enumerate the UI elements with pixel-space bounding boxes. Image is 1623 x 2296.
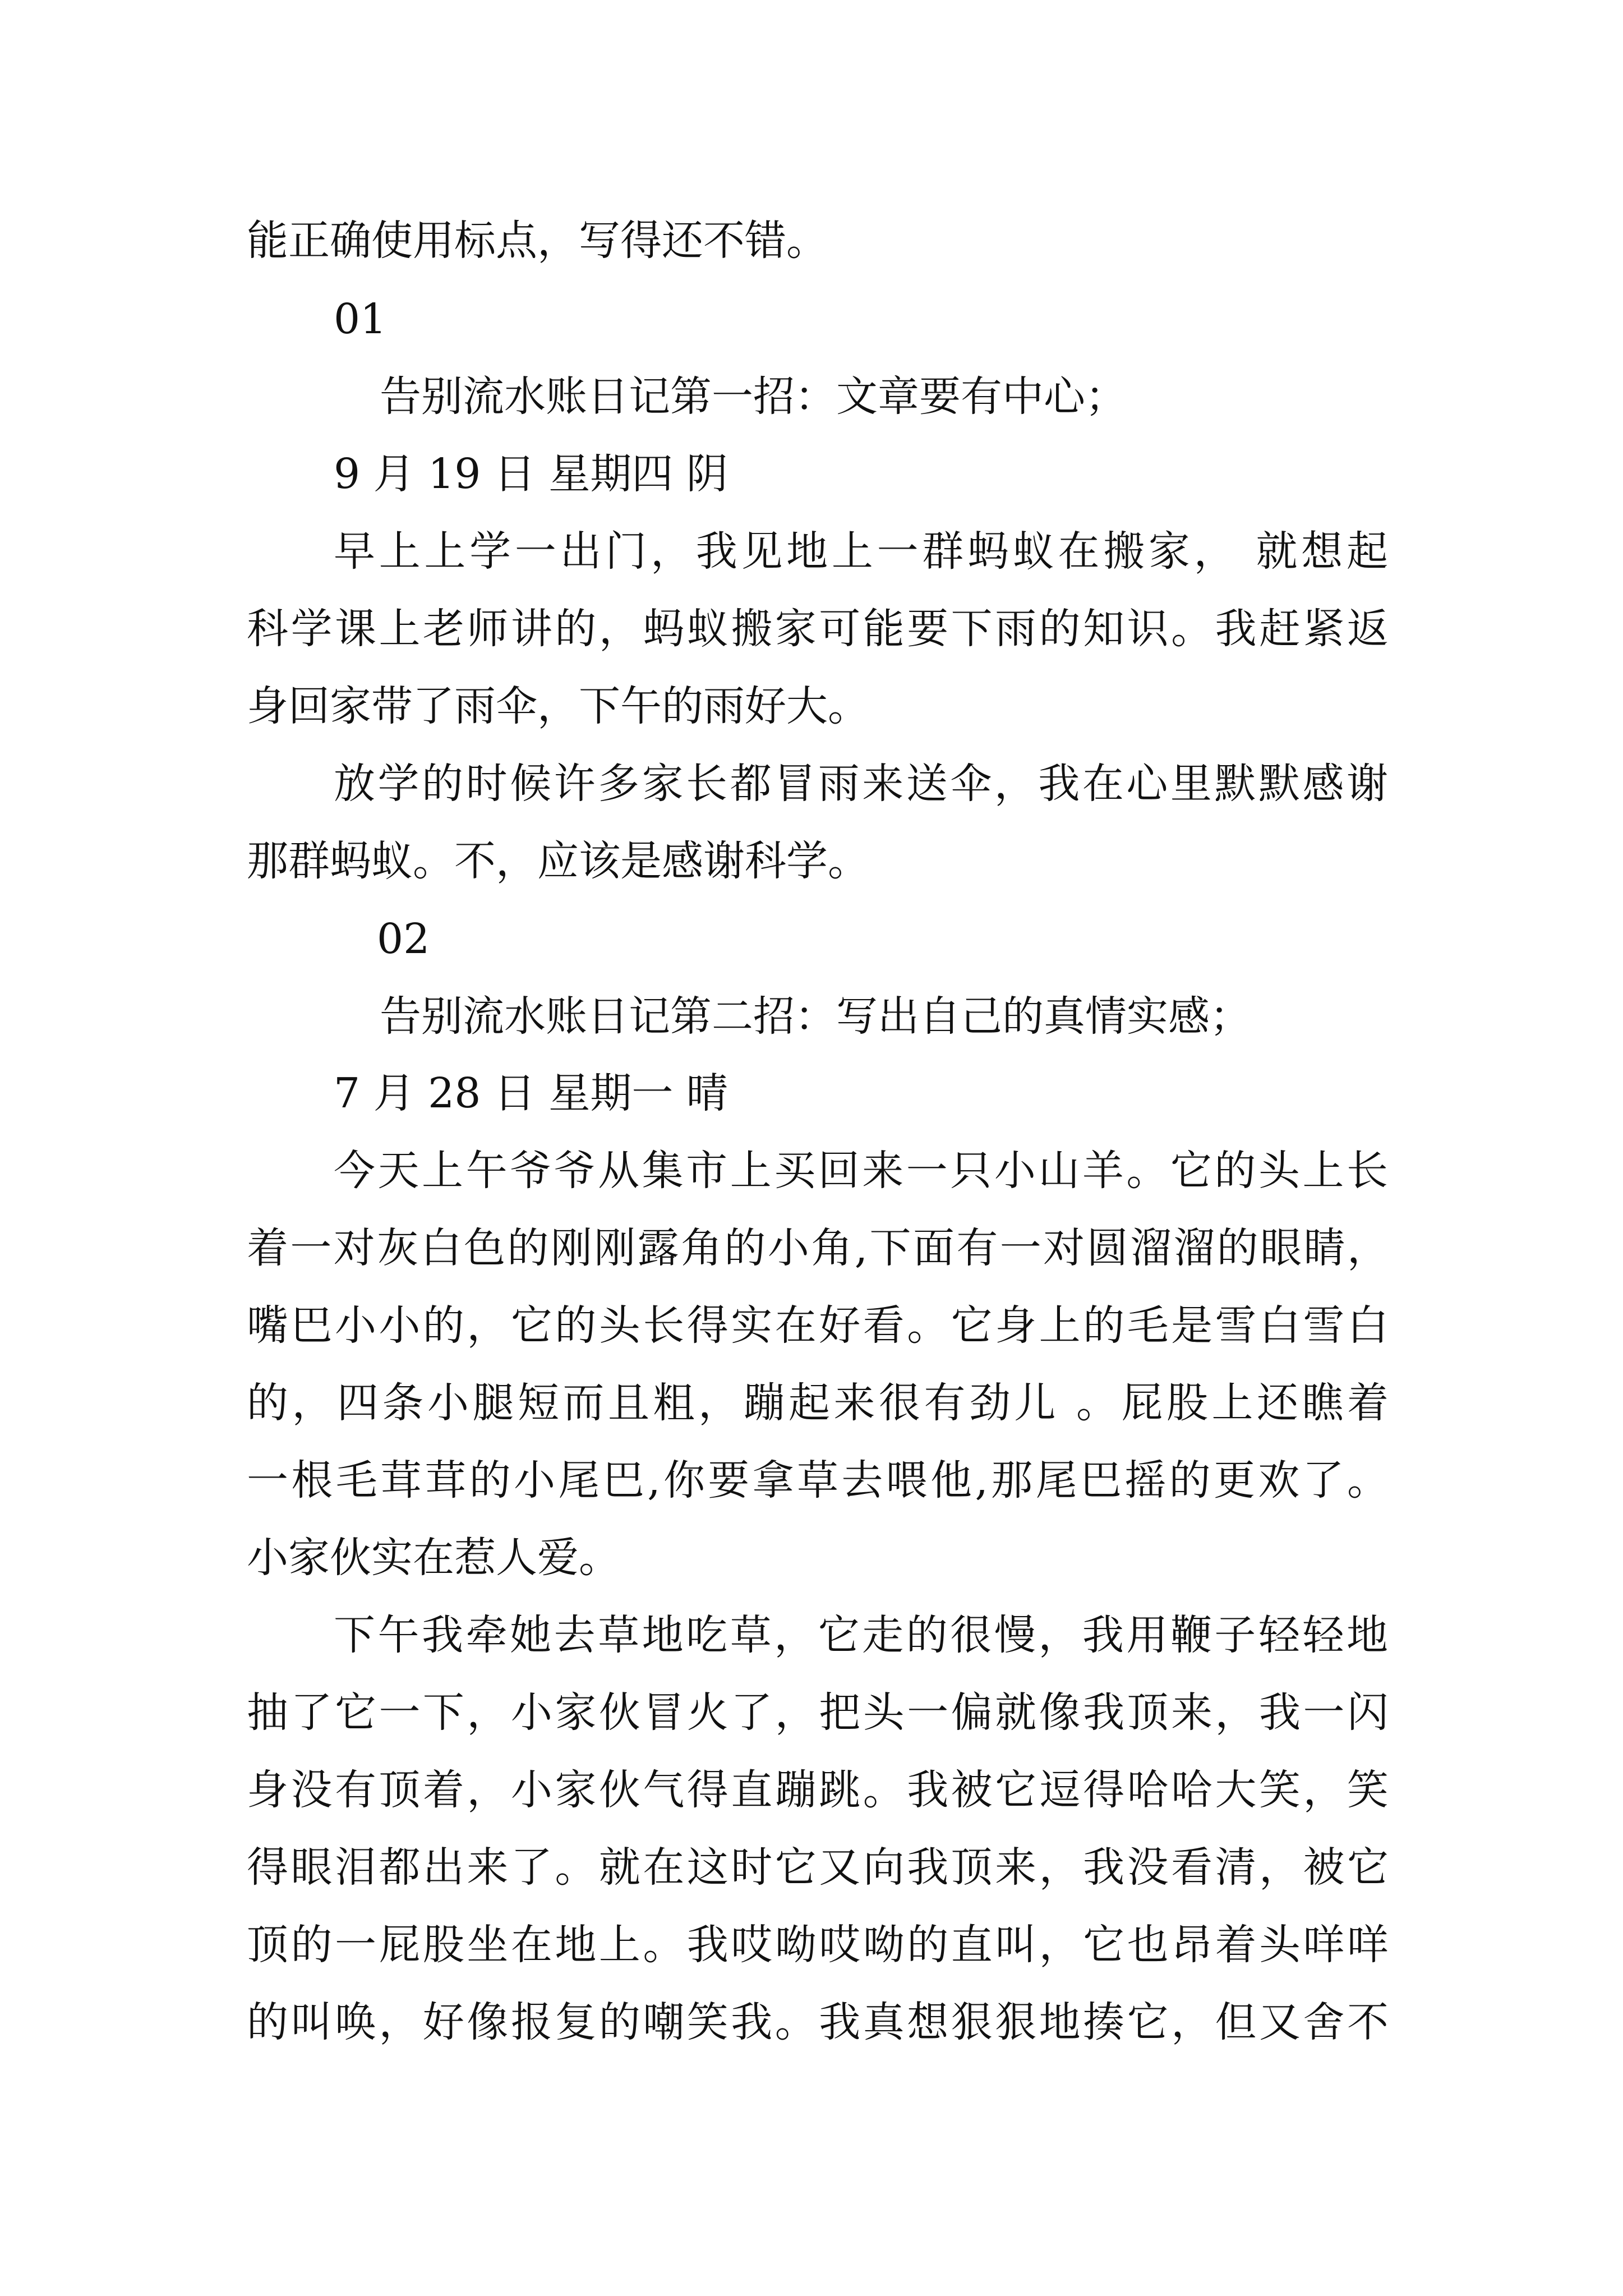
section-2-p1-line-1: 今天上午爷爷从集市上买回来一只小山羊。它的头上长 [334, 1147, 1388, 1195]
section-1-p2-line-1: 放学的时候许多家长都冒雨来送伞，我在心里默默感谢 [334, 760, 1388, 808]
intro-tail-line: 能正确使用标点，写得还不错。 [247, 217, 828, 265]
section-2-p1-line-6: 小家伙实在惹人爱。 [247, 1534, 620, 1582]
section-1-heading: 告别流水账日记第一招：文章要有中心； [380, 372, 1127, 421]
section-1-p2-line-2: 那群蚂蚁。不，应该是感谢科学。 [247, 837, 869, 885]
section-2-p2-line-3: 身没有顶着，小家伙气得直蹦跳。我被它逗得哈哈大笑，笑 [247, 1766, 1389, 1814]
section-2-heading: 告别流水账日记第二招：写出自己的真情实感； [380, 992, 1251, 1041]
section-2-p2-line-2: 抽了它一下，小家伙冒火了，把头一偏就像我顶来，我一闪 [247, 1688, 1389, 1737]
section-2-date: 7 月 28 日 星期一 晴 [334, 1069, 728, 1117]
section-2-p2-line-4: 得眼泪都出来了。就在这时它又向我顶来，我没看清，被它 [247, 1843, 1389, 1892]
section-2-number: 02 [377, 915, 430, 963]
section-1-p1-line-2: 科学课上老师讲的，蚂蚁搬家可能要下雨的知识。我赶紧返 [247, 605, 1389, 653]
section-2-p2-line-1: 下午我牵她去草地吃草，它走的很慢，我用鞭子轻轻地 [334, 1611, 1388, 1659]
section-1-date: 9 月 19 日 星期四 阴 [334, 450, 728, 498]
section-2-p2-line-5: 顶的一屁股坐在地上。我哎呦哎呦的直叫，它也昂着头咩咩 [247, 1921, 1389, 1969]
section-1-p1-line-3: 身回家带了雨伞，下午的雨好大。 [247, 682, 869, 730]
section-1-p1-line-1: 早上上学一出门，我见地上一群蚂蚁在搬家， 就想起 [334, 527, 1388, 576]
section-2-p2-line-6: 的叫唤，好像报复的嘲笑我。我真想狠狠地揍它，但又舍不 [247, 1998, 1389, 2046]
section-2-p1-line-4: 的，四条小腿短而且粗，蹦起来很有劲儿 。屁股上还瞧着 [247, 1379, 1389, 1427]
section-2-p1-line-3: 嘴巴小小的，它的头长得实在好看。它身上的毛是雪白雪白 [247, 1301, 1389, 1350]
section-2-p1-line-5: 一根毛茸茸的小尾巴,你要拿草去喂他,那尾巴摇的更欢了。 [247, 1456, 1389, 1504]
section-1-number: 01 [334, 295, 387, 343]
section-2-p1-line-2: 着一对灰白色的刚刚露角的小角,下面有一对圆溜溜的眼睛， [247, 1224, 1389, 1272]
